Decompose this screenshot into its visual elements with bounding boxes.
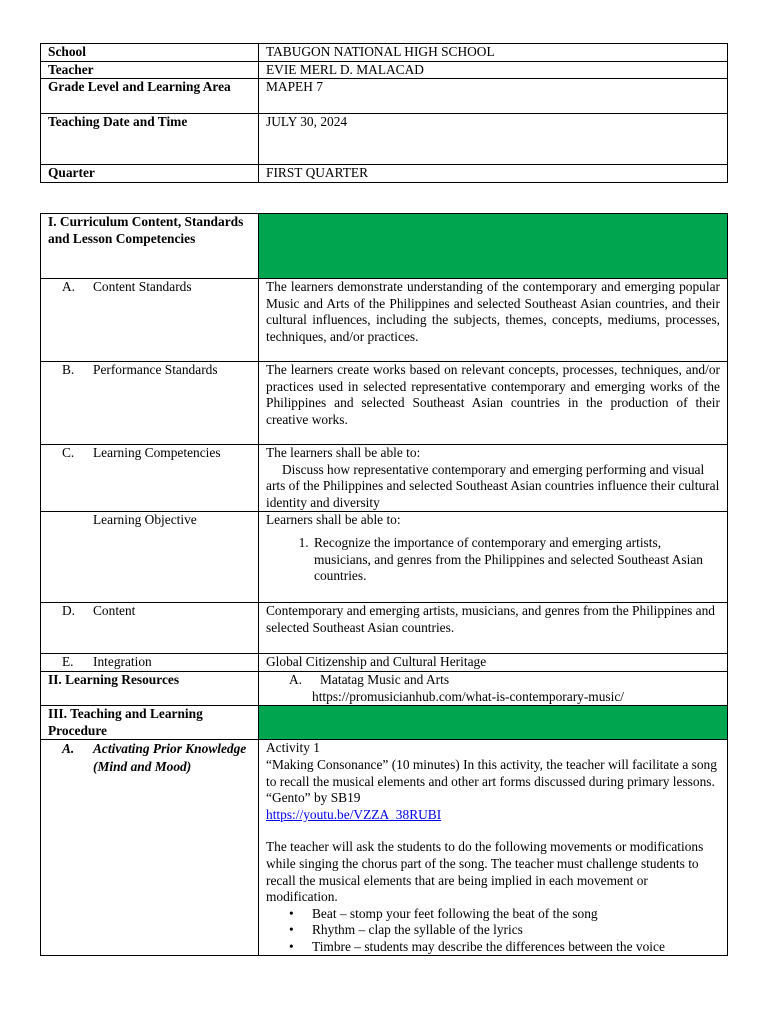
school-value: TABUGON NATIONAL HIGH SCHOOL <box>259 44 728 62</box>
date-row <box>41 114 728 165</box>
performance-standards-text: The learners create works based on relevant concepts, processes, techniques, and/or practices used in selected representative contemporary and emerging works of the Philippines and selected Southeast Asian countries in the production of their creative works. <box>259 362 728 445</box>
grade-label: Grade Level and Learning Area <box>41 79 259 114</box>
grade-value: MAPEH 7 <box>259 79 728 114</box>
learning-competencies-intro: The learners shall be able to: <box>266 445 421 460</box>
section3-row <box>41 706 728 740</box>
objectives-list <box>266 535 720 585</box>
integration-label: Integration <box>93 654 152 670</box>
quarter-row <box>41 165 728 183</box>
section1-row <box>41 214 728 279</box>
integration-marker: E. <box>62 654 74 670</box>
date-value: JULY 30, 2024 <box>259 114 728 165</box>
video-link[interactable]: https://youtu.be/VZZA_38RUBI <box>266 806 442 822</box>
section2-row <box>41 671 728 705</box>
activating-prior-knowledge-row <box>41 740 728 956</box>
content-label-cell <box>41 603 259 654</box>
learning-objective-row <box>41 512 728 603</box>
date-label: Teaching Date and Time <box>41 114 259 165</box>
content-standards-label-cell <box>41 279 259 362</box>
learning-competencies-label: Learning Competencies <box>93 445 221 460</box>
integration-row <box>41 654 728 672</box>
performance-standards-row <box>41 362 728 445</box>
performance-standards-label-cell <box>41 362 259 445</box>
performance-standards-marker: B. <box>62 362 75 377</box>
objective-item: 1. Recognize the importance of contemporary and emerging artists, musicians, and genres from the Philippines and selected Southeast Asian countries. <box>312 535 720 585</box>
teacher-label: Teacher <box>41 61 259 79</box>
section2-title: II. Learning Resources <box>41 671 259 705</box>
resource-title: Matatag Music and Arts <box>320 671 450 687</box>
teacher-value: EVIE MERL D. MALACAD <box>259 61 728 79</box>
section1-title: I. Curriculum Content, Standards and Lesson Competencies <box>41 214 259 279</box>
content-standards-text: The learners demonstrate understanding of the contemporary and emerging popular Music and Arts of the Philippines and selected Southeast Asian countries, and their cultural influences, including the subjects, themes, concepts, mediums, processes, techniques, and/or practices. <box>259 279 728 362</box>
activity-instructions: The teacher will ask the students to do the following movements or modifications while singing the chorus part of the song. The teacher must challenge students to recall the musical elements that are being implied in each movement or modification. <box>266 839 704 905</box>
section3-fill <box>259 706 728 740</box>
school-label: School <box>41 44 259 62</box>
grade-row <box>41 79 728 114</box>
learning-competencies-label-cell <box>41 445 259 512</box>
content-label: Content <box>93 603 136 619</box>
learning-competencies-text: Discuss how representative contemporary and emerging performing and visual arts of the Philippines and selected Southeast Asian countries influence their cultural identity and diversity <box>266 461 720 510</box>
movement-item: • Beat – stomp your feet following the beat of the song <box>312 906 720 923</box>
integration-text: Global Citizenship and Cultural Heritage <box>259 654 728 672</box>
quarter-value: FIRST QUARTER <box>259 165 728 183</box>
learning-objective-label-cell <box>41 512 259 603</box>
performance-standards-label: Performance Standards <box>93 362 218 377</box>
header-table <box>40 43 728 183</box>
school-row <box>41 44 728 62</box>
resource-url: https://promusicianhub.com/what-is-contemporary-music/ <box>312 688 625 704</box>
resource-marker: A. <box>289 671 303 687</box>
movement-item: • Timbre – students may describe the differences between the voice <box>312 939 720 956</box>
content-standards-row <box>41 279 728 362</box>
movement-list <box>266 906 720 956</box>
learning-competencies-row <box>41 445 728 512</box>
content-text: Contemporary and emerging artists, musicians, and genres from the Philippines and selected Southeast Asian countries. <box>259 603 728 654</box>
learning-objective-cell <box>259 512 728 603</box>
learning-competencies-marker: C. <box>62 445 75 460</box>
section3-title: III. Teaching and Learning Procedure <box>41 706 259 740</box>
activity-text: “Making Consonance” (10 minutes) In this activity, the teacher will facilitate a song to recall the musical elements and other art forms discussed during primary lessons. “Gento” by SB19 <box>266 756 717 806</box>
section1-fill <box>259 214 728 279</box>
learning-objective-label: Learning Objective <box>93 512 197 528</box>
content-standards-marker: A. <box>62 279 76 294</box>
activating-cell <box>259 740 728 956</box>
content-row <box>41 603 728 654</box>
learning-resources-cell <box>259 671 728 705</box>
learning-objective-intro: Learners shall be able to: <box>266 512 401 528</box>
teacher-row <box>41 61 728 79</box>
activity-title: Activity 1 <box>266 740 320 756</box>
quarter-label: Quarter <box>41 165 259 183</box>
content-marker: D. <box>62 603 76 619</box>
content-standards-label: Content Standards <box>93 279 192 294</box>
lesson-table <box>40 213 728 956</box>
activating-label-cell <box>41 740 259 956</box>
activating-marker: A. <box>62 741 75 757</box>
learning-competencies-cell <box>259 445 728 512</box>
movement-item: • Rhythm – clap the syllable of the lyrics <box>312 922 720 939</box>
activating-label: Activating Prior Knowledge (Mind and Mood) <box>93 741 247 775</box>
integration-label-cell <box>41 654 259 672</box>
